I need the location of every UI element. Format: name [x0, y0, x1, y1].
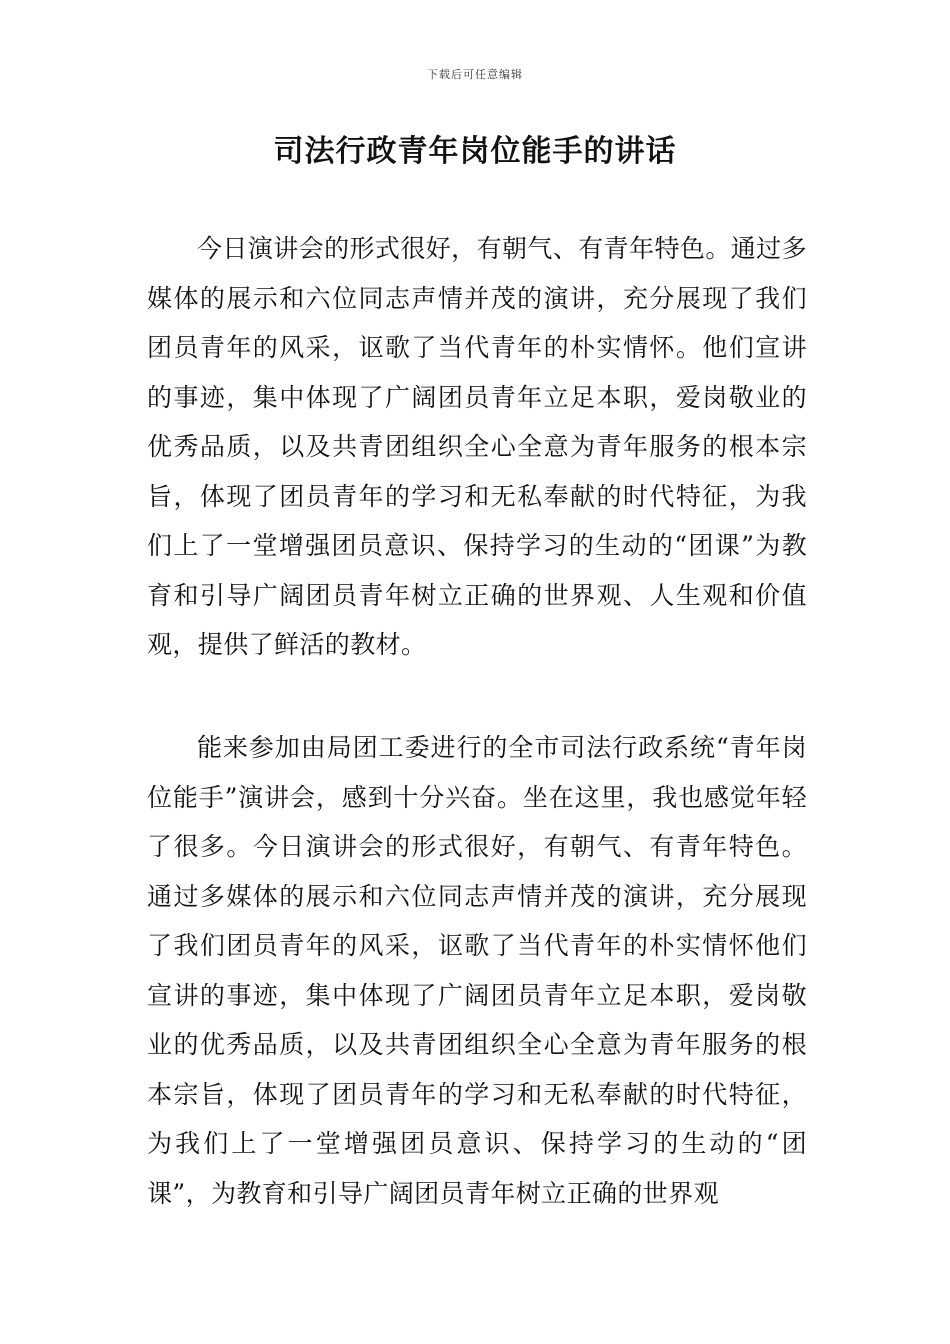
header-note: 下载后可任意编辑 — [427, 68, 523, 81]
paragraph-1: 今日演讲会的形式很好，有朝气、有青年特色。通过多媒体的展示和六位同志声情并茂的演讲，充分展现了我们团员青年的风采，讴歌了当代青年的朴实情怀。他们宣讲的事迹，集中体现了广阔团员青年立足本职，爱岗敬业的优秀品质，以及共青团组织全心全意为青年服务的根本宗旨，体现了团员青年的学习和无私奉献的时代特征，为我们上了一堂增强团员意识、保持学习的生动的“团课”为教育和引导广阔团员青年树立正确的世界观、人生观和价值观，提供了鲜活的教材。 — [147, 234, 807, 659]
document-title: 司法行政青年岗位能手的讲话 — [273, 134, 677, 169]
paragraph-2: 能来参加由局团工委进行的全市司法行政系统“青年岗位能手”演讲会，感到十分兴奋。坐在这里，我也感觉年轻了很多。今日演讲会的形式很好，有朝气、有青年特色。通过多媒体的展示和六位同志声情并茂的演讲，充分展现了我们团员青年的风采，讴歌了当代青年的朴实情怀他们宣讲的事迹，集中体现了广阔团员青年立足本职，爱岗敬业的优秀品质，以及共青团组织全心全意为青年服务的根本宗旨，体现了团员青年的学习和无私奉献的时代特征，为我们上了一堂增强团员意识、保持学习的生动的“团课”，为教育和引导广阔团员青年树立正确的世界观 — [147, 733, 807, 1208]
